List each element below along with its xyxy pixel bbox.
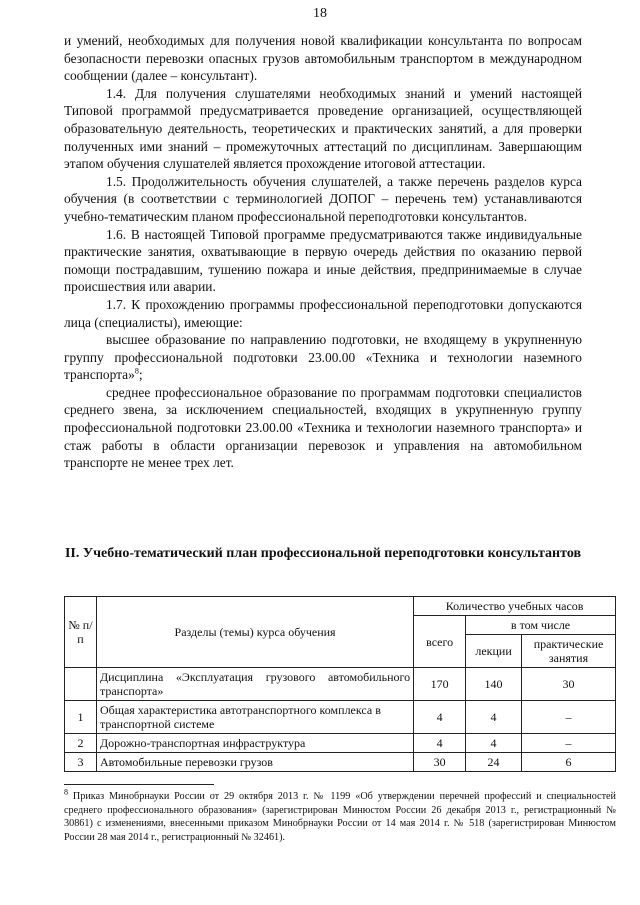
footnote <box>64 787 617 844</box>
header-practical: практические занятия <box>522 635 616 668</box>
header-lectures: лекции <box>466 635 522 668</box>
row-num: 3 <box>65 753 97 772</box>
paragraph-1-6: 1.6. В настоящей Типовой программе предусматриваются также индивидуальные практические занятия, охватывающие в первую очередь действия по оказанию первой помощи пострадавшим, тушению пожара и иные действия, предпринимаемые в случае происшествия или аварии. <box>64 226 582 295</box>
row-practical: – <box>522 734 616 753</box>
footnote-marker: 8 <box>64 787 68 797</box>
row-total: 4 <box>414 734 466 753</box>
discipline-lectures: 140 <box>466 668 522 701</box>
footnote-ref[interactable]: 8 <box>134 366 139 376</box>
row-total: 30 <box>414 753 466 772</box>
table-header-row-1 <box>65 597 616 616</box>
table-row <box>65 753 616 772</box>
row-lectures: 4 <box>466 734 522 753</box>
paragraph-1-5: 1.5. Продолжительность обучения слушателей, а также перечень разделов курса обучения (в соответствии с терминологией ДОПОГ – перечень тем) устанавливаются учебно-тематическим планом профессиональной переподготовки консультантов. <box>64 173 582 224</box>
study-plan-table <box>64 596 616 772</box>
row-practical: – <box>522 701 616 734</box>
table-row <box>65 734 616 753</box>
higher-education-text: высшее образование по направлению подготовки, не входящему в укрупненную группу профессиональной подготовки 23.00.00 «Техника и технологии наземного транспорта» <box>64 332 582 383</box>
row-title: Общая характеристика автотранспортного комплекса в транспортной системе <box>96 701 413 734</box>
paragraph-1-7: 1.7. К прохождению программы профессиональной переподготовки допускаются лица (специалисты), имеющие: <box>64 296 582 330</box>
row-total: 4 <box>414 701 466 734</box>
footnote-divider <box>64 784 214 785</box>
paragraph-1-4: 1.4. Для получения слушателями необходимых знаний и умений настоящей Типовой программой предусматривается проведение организацией, осуществляющей образовательную деятельность, теоретических и практических занятий, а для проверки полученных ими знаний – промежуточных аттестаций по дисциплинам. Завершающим этапом обучения слушателей является прохождение итоговой аттестации. <box>64 85 582 172</box>
row-num: 1 <box>65 701 97 734</box>
header-including: в том числе <box>466 616 616 635</box>
row-title: Дорожно-транспортная инфраструктура <box>96 734 413 753</box>
body-text <box>64 32 582 472</box>
header-hours: Количество учебных часов <box>414 597 616 616</box>
discipline-total: 170 <box>414 668 466 701</box>
section-title: II. Учебно-тематический план профессиональной переподготовки консультантов <box>64 546 582 561</box>
footnote-text: Приказ Минобрнауки России от 29 октября 2013 г. № 1199 «Об утверждении перечней профессий и специальностей среднего профессионального образования» (зарегистрирован Минюстом России 26 декабря 2013 г., регистрационный № 30861) с изменениями, внесенными приказом Минобрнауки России от 14 мая 2014 г. № 518 (зарегистрирован Минюстом России 28 мая 2014 г., регистрационный № 32461). <box>64 791 617 843</box>
table-row-discipline <box>65 668 616 701</box>
page-number: 18 <box>313 6 327 21</box>
paragraph-higher-education <box>64 331 582 384</box>
discipline-practical: 30 <box>522 668 616 701</box>
semicolon: ; <box>138 367 143 383</box>
paragraph-secondary-education: среднее профессиональное образование по программам подготовки специалистов среднего звена, за исключением специальностей, входящих в укрупненную группу профессиональной подготовки 23.00.00 «Техника и технологии наземного транспорта» и стаж работы в области организации перевозок и управления на автомобильном транспорте не менее трех лет. <box>64 384 582 471</box>
row-lectures: 24 <box>466 753 522 772</box>
row-num: 2 <box>65 734 97 753</box>
table-row <box>65 701 616 734</box>
header-total: всего <box>414 616 466 668</box>
discipline-title: Дисциплина «Эксплуатация грузового автомобильного транспорта» <box>96 668 413 701</box>
row-practical: 6 <box>522 753 616 772</box>
row-lectures: 4 <box>466 701 522 734</box>
header-num: № п/п <box>65 597 97 668</box>
paragraph-intro: и умений, необходимых для получения новой квалификации консультанта по вопросам безопасности перевозки опасных грузов автомобильным транспортом в международном сообщении (далее – консультант). <box>64 33 582 84</box>
discipline-num <box>65 668 97 701</box>
row-title: Автомобильные перевозки грузов <box>96 753 413 772</box>
header-sections: Разделы (темы) курса обучения <box>96 597 413 668</box>
